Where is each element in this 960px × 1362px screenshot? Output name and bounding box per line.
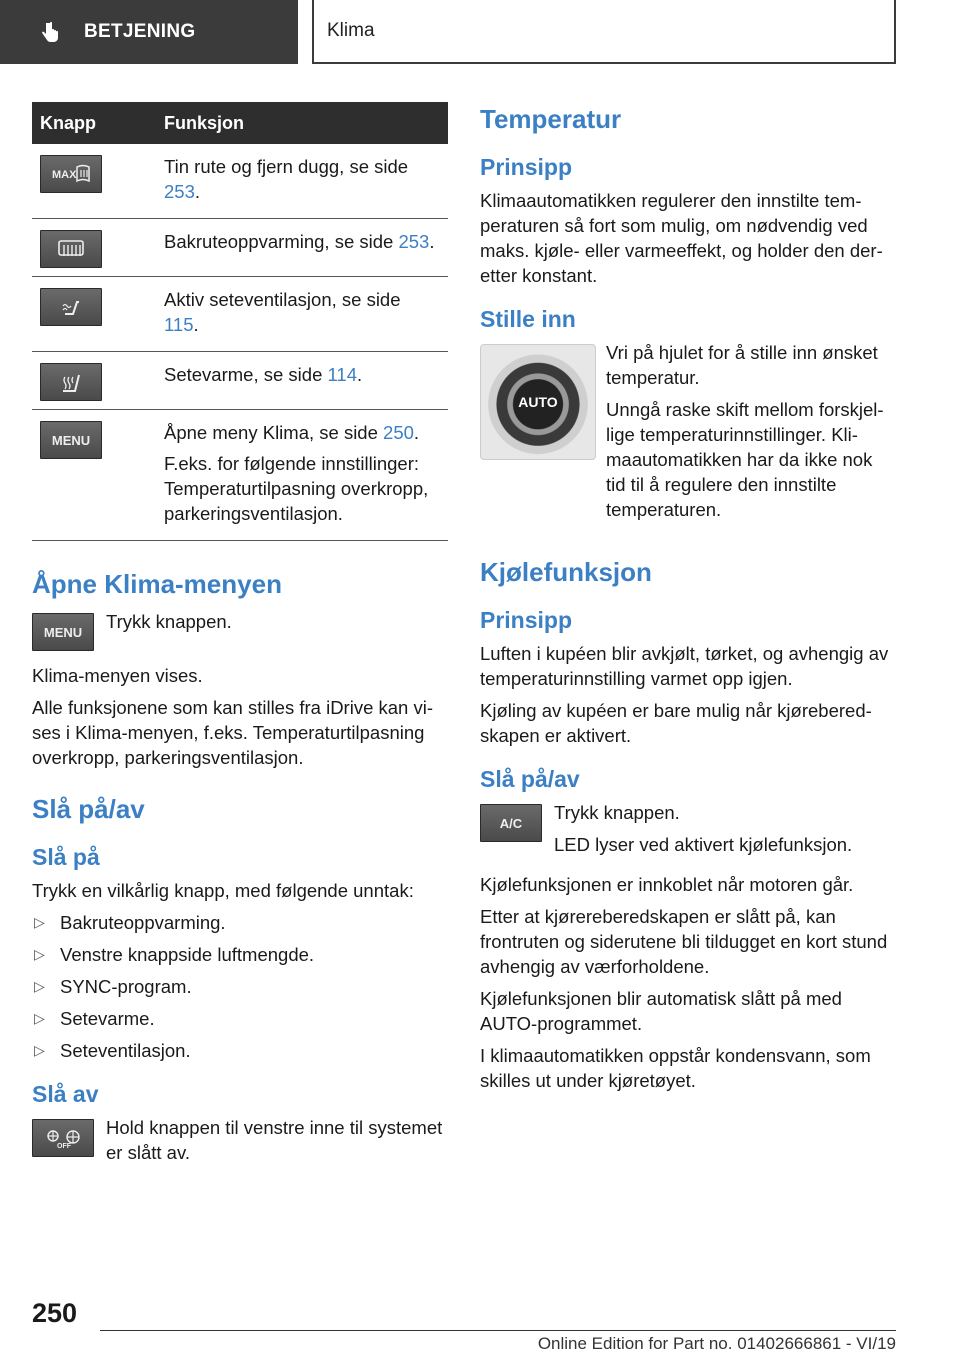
open-menu-step: MENU Trykk knappen. [32, 609, 448, 651]
triangle-bullet-icon: ▷ [34, 978, 45, 994]
page-ref-link[interactable]: 253 [164, 181, 195, 202]
header-section-bar [0, 0, 298, 64]
paragraph: Kjølefunksjonen blir automatisk slått på med AUTO-programmet. [480, 988, 842, 1034]
table-row [32, 352, 448, 410]
right-column [480, 102, 896, 1100]
list-item: ▷ Venstre knappside luftmengde. [34, 944, 315, 965]
page-ref-link[interactable]: 114 [327, 364, 357, 385]
heading-off: Slå av [32, 1081, 99, 1107]
heading-principle: Prinsipp [480, 607, 573, 633]
max-defrost-icon [40, 155, 102, 193]
paragraph: Luften i kupéen blir avkjølt, tørket, og avhengig av temperaturinnstilling varmet opp igjen. [480, 643, 889, 689]
svg-text:MAX: MAX [52, 169, 77, 181]
table-cell-function: Aktiv seteventilasjon, se side 115. [156, 277, 448, 352]
heading-cooling-onoff: Slå på/av [480, 766, 580, 792]
paragraph: Klimaautomatikken regulerer den innstilte temperaturen så fort som mulig, om nødvendig ved maks. kjøle- eller varmeeffekt, og holder den deretter konstant. [480, 190, 883, 286]
table-cell-function: Bakruteoppvarming, se side 253. [156, 219, 448, 277]
table-header-row [32, 102, 448, 144]
paragraph: Klima-menyen vises. [32, 665, 203, 686]
triangle-bullet-icon: ▷ [34, 946, 45, 962]
menu-button-icon: MENU [40, 421, 102, 459]
page-ref-link[interactable]: 115 [164, 314, 194, 335]
svg-text:OFF: OFF [57, 1143, 71, 1150]
rear-defrost-icon [40, 230, 102, 268]
list-item: ▷ Setevarme. [34, 1008, 155, 1029]
table-row [32, 144, 448, 219]
paragraph: Trykk en vilkårlig knapp, med følgende unntak: [32, 880, 414, 901]
heading-cooling: Kjølefunksjon [480, 557, 652, 587]
table-row [32, 219, 448, 277]
chapter-title: Klima [327, 20, 375, 41]
exception-list [32, 910, 448, 1063]
table-row [32, 410, 448, 541]
list-item: ▷ SYNC-program. [34, 976, 192, 997]
page-ref-link[interactable]: 250 [383, 422, 414, 443]
table-header-button: Knapp [32, 102, 156, 144]
menu-button-icon: MENU [32, 613, 94, 651]
fan-off-icon [32, 1119, 94, 1157]
seat-ventilation-icon [40, 288, 102, 326]
section-title: BETJENING [84, 21, 196, 42]
footer-edition: Online Edition for Part no. 01402666861 - VI/19 [537, 1334, 896, 1353]
table-cell-function: Åpne meny Klima, se side 250. F.eks. for følgende innstillinger: Temperaturtilpasning overkropp, parkeringsventilasjon. [156, 410, 448, 541]
page-ref-link[interactable]: 253 [398, 231, 430, 252]
table-row [32, 277, 448, 352]
seat-heating-icon [40, 363, 102, 401]
heading-temperature: Temperatur [480, 104, 622, 134]
table-cell-function: Setevarme, se side 114. [156, 352, 448, 410]
temperature-knob-image: AUTO [480, 344, 596, 460]
temperature-set-block: AUTO Vri på hjulet for å stille inn ønsket temperatur. Unngå raske skift mellom forskjellige temperaturinnstillinger. Klimaautomatikken har da ikke nok tid til å regulere den innstilte temperaturen. [480, 340, 896, 529]
table-header-function: Funksjon [156, 102, 448, 144]
list-item: ▷ Seteventilasjon. [34, 1040, 191, 1061]
heading-open-menu: Åpne Klima-menyen [32, 569, 282, 599]
footer-divider [100, 1330, 896, 1331]
header-chapter-box [312, 0, 896, 64]
ac-step: A/C Trykk knappen. LED lyser ved aktivert kjølefunksjon. [480, 800, 896, 864]
triangle-bullet-icon: ▷ [34, 914, 45, 930]
heading-set: Stille inn [480, 306, 576, 332]
paragraph: Kjølefunksjonen er innkoblet når motoren går. [480, 874, 854, 895]
ac-button-icon: A/C [480, 804, 542, 842]
left-column [32, 102, 448, 1172]
heading-onoff: Slå på/av [32, 794, 145, 824]
triangle-bullet-icon: ▷ [34, 1042, 45, 1058]
paragraph: Kjøling av kupéen er bare mulig når kjøreberedskapen er aktivert. [480, 700, 872, 746]
paragraph: Etter at kjørereberedskapen er slått på, kan frontruten og siderutene bli tildugget en kort stund avhengig av værforholdene. [480, 906, 888, 977]
triangle-bullet-icon: ▷ [34, 1010, 45, 1026]
table-cell-function: Tin rute og fjern dugg, se side 253. [156, 144, 448, 219]
paragraph: I klimaautomatikken oppstår kondensvann, som skilles ut under kjøretøyet. [480, 1045, 871, 1091]
heading-on: Slå på [32, 844, 100, 870]
page-number: 250 [32, 1298, 78, 1328]
hand-pointer-icon [40, 20, 64, 44]
paragraph: Alle funksjonene som kan stilles fra iDrive kan vises i Klima-menyen, f.eks. Temperaturtilpasning overkropp, parkeringsventilasjon. [32, 697, 434, 768]
off-step: OFF Hold knappen til venstre inne til systemet er slått av. [32, 1115, 448, 1172]
heading-principle: Prinsipp [480, 154, 573, 180]
list-item: ▷ Bakruteoppvarming. [34, 912, 226, 933]
button-function-table [32, 102, 448, 541]
